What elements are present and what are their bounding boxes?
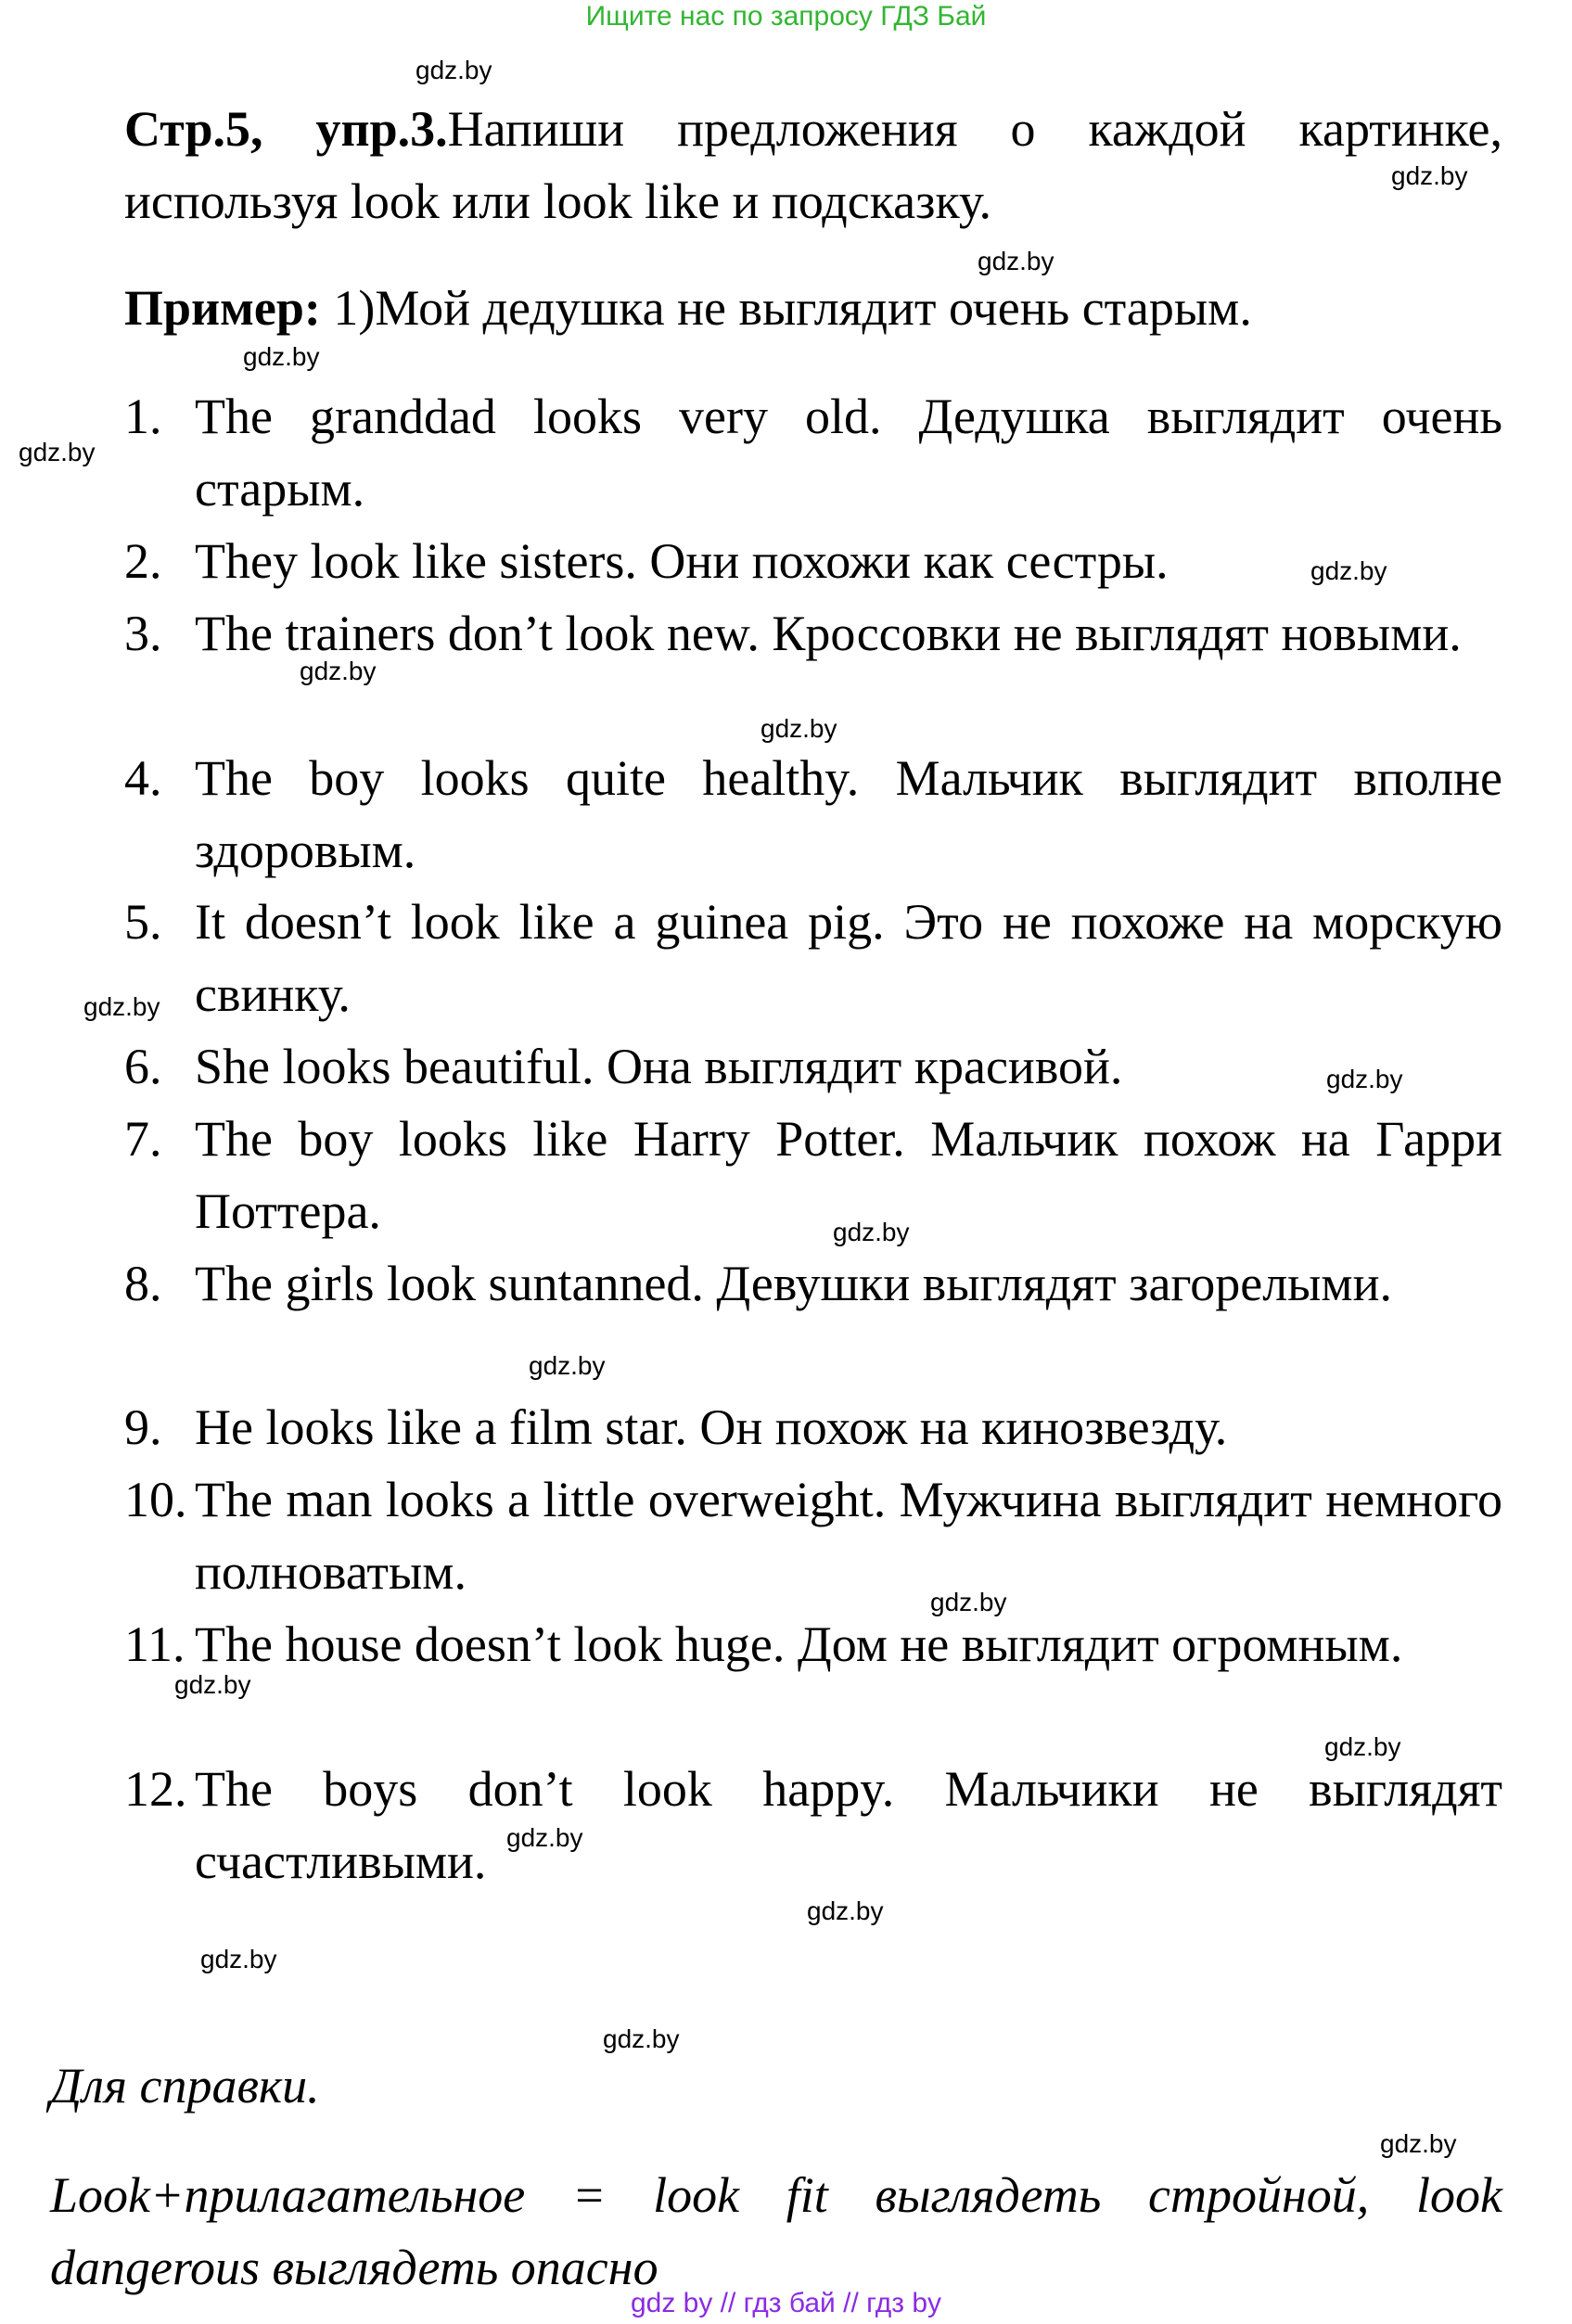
list-item: [124, 1391, 1502, 1463]
list-item: [124, 1608, 1502, 1680]
item-text: The granddad looks very old. Дедушка выглядит очень старым.: [195, 389, 1502, 517]
watermark: gdz.by: [1324, 1732, 1401, 1761]
watermark: gdz.by: [1326, 1065, 1403, 1093]
watermark: gdz.by: [930, 1588, 1007, 1616]
list-item: [124, 886, 1502, 1030]
list-item: [124, 525, 1502, 597]
example-line: [124, 272, 1502, 344]
watermark: gdz.by: [603, 2024, 680, 2053]
item-text: The man looks a little overweight. Мужчина выглядит немного полноватым.: [195, 1472, 1502, 1600]
item-number: 3.: [124, 606, 162, 661]
watermark: gdz.by: [807, 1896, 884, 1925]
watermark: gdz.by: [1391, 161, 1468, 190]
example-text: 1)Мой дедушка не выглядит очень старым.: [320, 280, 1252, 336]
watermark: gdz.by: [978, 247, 1054, 275]
item-text: It doesn’t look like a guinea pig. Это не похоже на морскую свинку.: [195, 894, 1502, 1022]
watermark: gdz.by: [83, 992, 160, 1021]
item-number: 9.: [124, 1399, 162, 1455]
list-item: [124, 1463, 1502, 1608]
watermark: gdz.by: [243, 342, 320, 371]
note-title: Для справки.: [50, 2058, 320, 2113]
item-number: 7.: [124, 1111, 162, 1167]
item-text: They look like sisters. Они похожи как сестры.: [195, 533, 1169, 589]
watermark: gdz.by: [1310, 556, 1387, 585]
list-item: [124, 1030, 1502, 1103]
watermark: gdz.by: [200, 1945, 277, 1973]
exercise-heading: [124, 93, 1502, 237]
list-item: [124, 380, 1502, 525]
note-body: Look+прилагательное = look fit выглядеть стройной, look dangerous выглядеть опасно: [50, 2167, 1502, 2295]
item-number: 5.: [124, 894, 162, 950]
watermark: gdz.by: [174, 1670, 251, 1699]
watermark: gdz.by: [19, 438, 96, 466]
item-number: 1.: [124, 389, 162, 444]
item-text: The house doesn’t look huge. Дом не выглядит огромным.: [195, 1616, 1403, 1672]
list-item: [124, 1247, 1502, 1320]
watermark: gdz.by: [506, 1823, 583, 1852]
item-text: The girls look suntanned. Девушки выглядят загорелыми.: [195, 1256, 1392, 1311]
exercise-instruction: Напиши предложения о каждой картинке, используя look или look like и подсказку.: [124, 101, 1502, 229]
example-label: Пример:: [124, 280, 321, 336]
list-item: [124, 1753, 1502, 1897]
watermark: gdz.by: [760, 714, 837, 743]
item-number: 2.: [124, 533, 162, 589]
watermark: gdz.by: [529, 1351, 606, 1380]
item-number: 12.: [124, 1761, 187, 1817]
watermark: gdz.by: [300, 657, 377, 685]
item-text: The boy looks quite healthy. Мальчик выглядит вполне здоровым.: [195, 750, 1502, 878]
top-banner: Ищите нас по запросу ГДЗ Бай: [585, 1, 987, 32]
list-item: [124, 1103, 1502, 1247]
list-item: [124, 742, 1502, 887]
item-number: 10.: [124, 1472, 187, 1527]
item-number: 8.: [124, 1256, 162, 1311]
item-text: He looks like a film star. Он похож на кинозвезду.: [195, 1399, 1228, 1455]
item-text: The boys don’t look happy. Мальчики не выглядят счастливыми.: [195, 1761, 1502, 1889]
watermark: gdz.by: [415, 56, 492, 84]
item-text: The trainers don’t look new. Кроссовки не выглядят новыми.: [195, 606, 1462, 661]
item-number: 11.: [124, 1616, 185, 1672]
bottom-banner: gdz by // гдз бай // гдз by: [630, 2288, 942, 2318]
item-text: She looks beautiful. Она выглядит красивой.: [195, 1039, 1123, 1094]
item-number: 4.: [124, 750, 162, 806]
watermark: gdz.by: [833, 1218, 910, 1246]
item-number: 6.: [124, 1039, 162, 1094]
exercise-number: Стр.5, упр.3.: [124, 101, 448, 157]
item-text: The boy looks like Harry Potter. Мальчик похож на Гарри Поттера.: [195, 1111, 1502, 1239]
watermark: gdz.by: [1380, 2129, 1457, 2158]
